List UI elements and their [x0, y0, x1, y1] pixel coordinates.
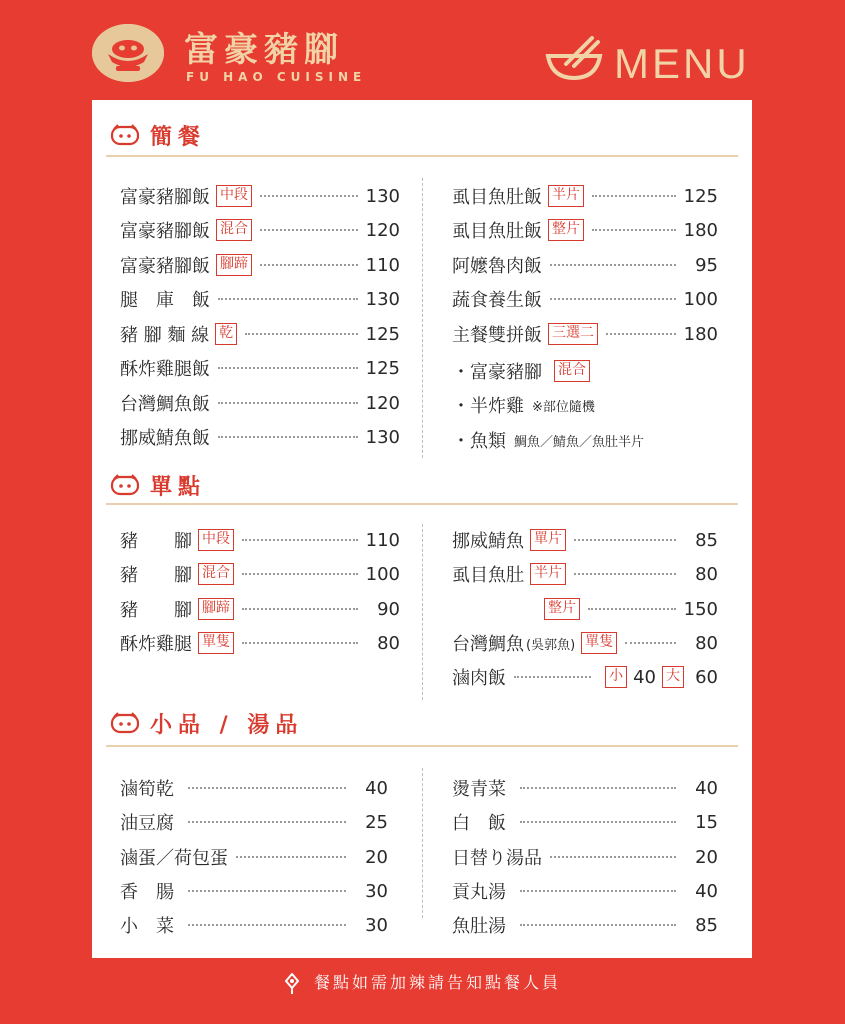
menu-item — [452, 876, 718, 906]
pig-face-icon — [110, 474, 140, 496]
item-name: 日替り湯品 — [452, 848, 542, 869]
dot-leader — [260, 229, 358, 231]
combo-name: ・魚類 — [452, 431, 506, 452]
combo-option — [452, 356, 718, 386]
menu-item — [452, 319, 718, 349]
menu-item — [120, 594, 400, 624]
size-large-tag: 大 — [662, 666, 684, 688]
item-name: 白 飯 — [452, 813, 506, 834]
item-price: 125 — [365, 357, 400, 379]
dot-leader — [260, 195, 358, 197]
column-divider — [422, 524, 423, 700]
item-price: 180 — [683, 219, 718, 241]
item-name: 挪威鯖魚 — [452, 531, 524, 552]
item-name: 阿嬤魯肉飯 — [452, 256, 542, 277]
pig-bowl-logo-icon — [92, 24, 164, 82]
item-price: 180 — [683, 323, 718, 345]
item-name: 腿 庫 飯 — [120, 290, 210, 311]
brand-name-cn: 富豪豬腳 — [184, 30, 344, 70]
dot-leader — [188, 890, 346, 892]
footer-text: 餐點如需加辣請告知點餐人員 — [314, 973, 562, 992]
dot-leader — [574, 573, 676, 575]
column-divider — [422, 178, 423, 458]
item-price: 80 — [695, 632, 718, 654]
item-name: 豬 腳 麵 線 — [120, 325, 210, 346]
item-tag: 單片 — [530, 529, 566, 551]
item-tag: 混合 — [216, 219, 252, 241]
dot-leader — [242, 642, 358, 644]
menu-item — [120, 842, 388, 872]
menu-item — [452, 181, 718, 211]
item-price: 40 — [695, 880, 718, 902]
menu-item — [452, 773, 718, 803]
item-name: 虱目魚肚飯 — [452, 221, 542, 242]
menu-item — [120, 910, 388, 940]
menu-item — [120, 525, 400, 555]
combo-option — [452, 425, 718, 455]
item-price: 130 — [365, 426, 400, 448]
menu-item — [452, 662, 718, 692]
pig-face-icon — [110, 712, 140, 734]
item-price: 30 — [365, 914, 388, 936]
item-price: 100 — [365, 563, 400, 585]
menu-item — [452, 250, 718, 280]
item-name: 小 菜 — [120, 916, 174, 937]
item-price: 90 — [377, 598, 400, 620]
dot-leader — [218, 402, 358, 404]
combo-note: ※部位隨機 — [532, 399, 595, 415]
dot-leader — [218, 298, 358, 300]
section-meals-title: 簡餐 — [150, 124, 207, 150]
dot-leader — [514, 676, 591, 678]
item-tag: 腳蹄 — [216, 254, 252, 276]
combo-name: ・富豪豬腳 — [452, 362, 542, 383]
bowl-chopsticks-icon — [544, 34, 604, 84]
section-divider — [106, 155, 738, 157]
menu-item — [452, 559, 718, 589]
item-note: (吳郭魚) — [526, 637, 576, 653]
menu-item — [120, 876, 388, 906]
item-name: 虱目魚肚 — [452, 565, 524, 586]
item-tag: 腳蹄 — [198, 598, 234, 620]
menu-item — [120, 250, 400, 280]
dot-leader — [520, 890, 676, 892]
dot-leader — [606, 333, 676, 335]
dot-leader — [188, 821, 346, 823]
dot-leader — [550, 856, 676, 858]
menu-item — [452, 628, 718, 658]
item-name: 貢丸湯 — [452, 882, 506, 903]
item-tag: 中段 — [216, 185, 252, 207]
item-name: 富豪豬腳飯 — [120, 221, 210, 242]
menu-item — [452, 525, 718, 555]
dot-leader — [188, 924, 346, 926]
menu-item — [452, 807, 718, 837]
item-price: 85 — [695, 529, 718, 551]
item-price: 80 — [377, 632, 400, 654]
footer-note — [0, 970, 845, 995]
section-divider — [106, 745, 738, 747]
item-price: 20 — [365, 846, 388, 868]
section-single-heading — [110, 468, 206, 502]
item-name: 魚肚湯 — [452, 916, 506, 937]
menu-item — [120, 215, 400, 245]
item-name: 台灣鯛魚 — [452, 634, 524, 655]
item-tag: 三選二 — [548, 323, 598, 345]
item-name: 滷蛋／荷包蛋 — [120, 848, 228, 869]
item-price: 110 — [365, 529, 400, 551]
menu-item — [120, 628, 400, 658]
menu-item — [452, 284, 718, 314]
item-price: 85 — [695, 914, 718, 936]
item-price: 125 — [683, 185, 718, 207]
section-sides-heading — [110, 706, 303, 740]
column-divider — [422, 768, 423, 918]
combo-note: 鯛魚／鯖魚／魚肚半片 — [514, 434, 645, 450]
item-price: 20 — [695, 846, 718, 868]
item-name: 主餐雙拼飯 — [452, 325, 542, 346]
size-small-tag: 小 — [605, 666, 627, 688]
combo-name: ・半炸雞 — [452, 396, 524, 417]
dot-leader — [625, 642, 676, 644]
section-meals-heading — [110, 118, 206, 152]
pig-face-icon — [110, 124, 140, 146]
menu-item — [120, 181, 400, 211]
item-name: 滷筍乾 — [120, 779, 174, 800]
section-sides-title: 小品 / 湯品 — [150, 712, 304, 738]
menu-item — [120, 353, 400, 383]
dot-leader — [188, 787, 346, 789]
item-price: 15 — [695, 811, 718, 833]
dot-leader — [520, 821, 676, 823]
item-price: 80 — [695, 563, 718, 585]
dot-leader — [574, 539, 676, 541]
section-divider — [106, 503, 738, 505]
dot-leader — [588, 608, 676, 610]
dot-leader — [550, 298, 676, 300]
combo-option — [452, 390, 718, 420]
dot-leader — [245, 333, 357, 335]
menu-item — [120, 773, 388, 803]
item-price: 100 — [683, 288, 718, 310]
item-price: 130 — [365, 185, 400, 207]
item-tag: 單隻 — [581, 632, 617, 654]
item-name: 燙青菜 — [452, 779, 506, 800]
menu-item — [452, 910, 718, 940]
item-price: 120 — [365, 219, 400, 241]
item-name: 挪威鯖魚飯 — [120, 428, 210, 449]
dot-leader — [218, 436, 358, 438]
section-single-title: 單點 — [150, 474, 207, 500]
item-price: 120 — [365, 392, 400, 414]
dot-leader — [520, 924, 676, 926]
item-name: 台灣鯛魚飯 — [120, 394, 210, 415]
item-price: 130 — [365, 288, 400, 310]
dot-leader — [242, 573, 358, 575]
dot-leader — [550, 264, 676, 266]
item-name: 富豪豬腳飯 — [120, 256, 210, 277]
item-name: 豬 腳 — [120, 600, 192, 621]
menu-item — [120, 388, 400, 418]
item-tag: 單隻 — [198, 632, 234, 654]
item-name: 酥炸雞腿飯 — [120, 359, 210, 380]
chili-pin-icon — [284, 973, 300, 995]
menu-item — [452, 215, 718, 245]
item-price: 40 — [695, 777, 718, 799]
menu-title: MENU — [614, 40, 750, 87]
item-name: 油豆腐 — [120, 813, 174, 834]
item-name: 豬 腳 — [120, 565, 192, 586]
combo-tag: 混合 — [554, 360, 590, 382]
item-name: 酥炸雞腿 — [120, 634, 192, 655]
item-tag: 整片 — [548, 219, 584, 241]
menu-item — [452, 594, 718, 624]
item-price: 40 — [365, 777, 388, 799]
brand-name-en: FU HAO CUISINE — [186, 70, 367, 84]
item-price: 110 — [365, 254, 400, 276]
logo-badge — [92, 24, 164, 82]
dot-leader — [242, 608, 358, 610]
menu-item — [120, 284, 400, 314]
menu-card — [92, 100, 752, 958]
item-name: 滷肉飯 — [452, 668, 506, 689]
menu-item — [120, 807, 388, 837]
item-name: 蔬食養生飯 — [452, 290, 542, 311]
dot-leader — [242, 539, 358, 541]
dot-leader — [592, 195, 676, 197]
size-large-price: 60 — [695, 666, 718, 688]
item-tag: 中段 — [198, 529, 234, 551]
item-name: 富豪豬腳飯 — [120, 187, 210, 208]
item-tag: 乾 — [215, 323, 237, 345]
dot-leader — [260, 264, 358, 266]
size-small-price: 40 — [633, 666, 656, 688]
menu-item — [120, 319, 400, 349]
item-price: 150 — [683, 598, 718, 620]
item-price: 125 — [365, 323, 400, 345]
dot-leader — [236, 856, 346, 858]
item-price: 30 — [365, 880, 388, 902]
dot-leader — [592, 229, 676, 231]
dot-leader — [520, 787, 676, 789]
item-name: 豬 腳 — [120, 531, 192, 552]
item-tag: 整片 — [544, 598, 580, 620]
item-tag: 半片 — [548, 185, 584, 207]
dot-leader — [218, 367, 358, 369]
menu-item — [452, 842, 718, 872]
item-tag: 混合 — [198, 563, 234, 585]
menu-item — [120, 559, 400, 589]
item-name: 虱目魚肚飯 — [452, 187, 542, 208]
item-price: 95 — [695, 254, 718, 276]
menu-item — [120, 422, 400, 452]
item-name: 香 腸 — [120, 882, 174, 903]
item-tag: 半片 — [530, 563, 566, 585]
item-price: 25 — [365, 811, 388, 833]
